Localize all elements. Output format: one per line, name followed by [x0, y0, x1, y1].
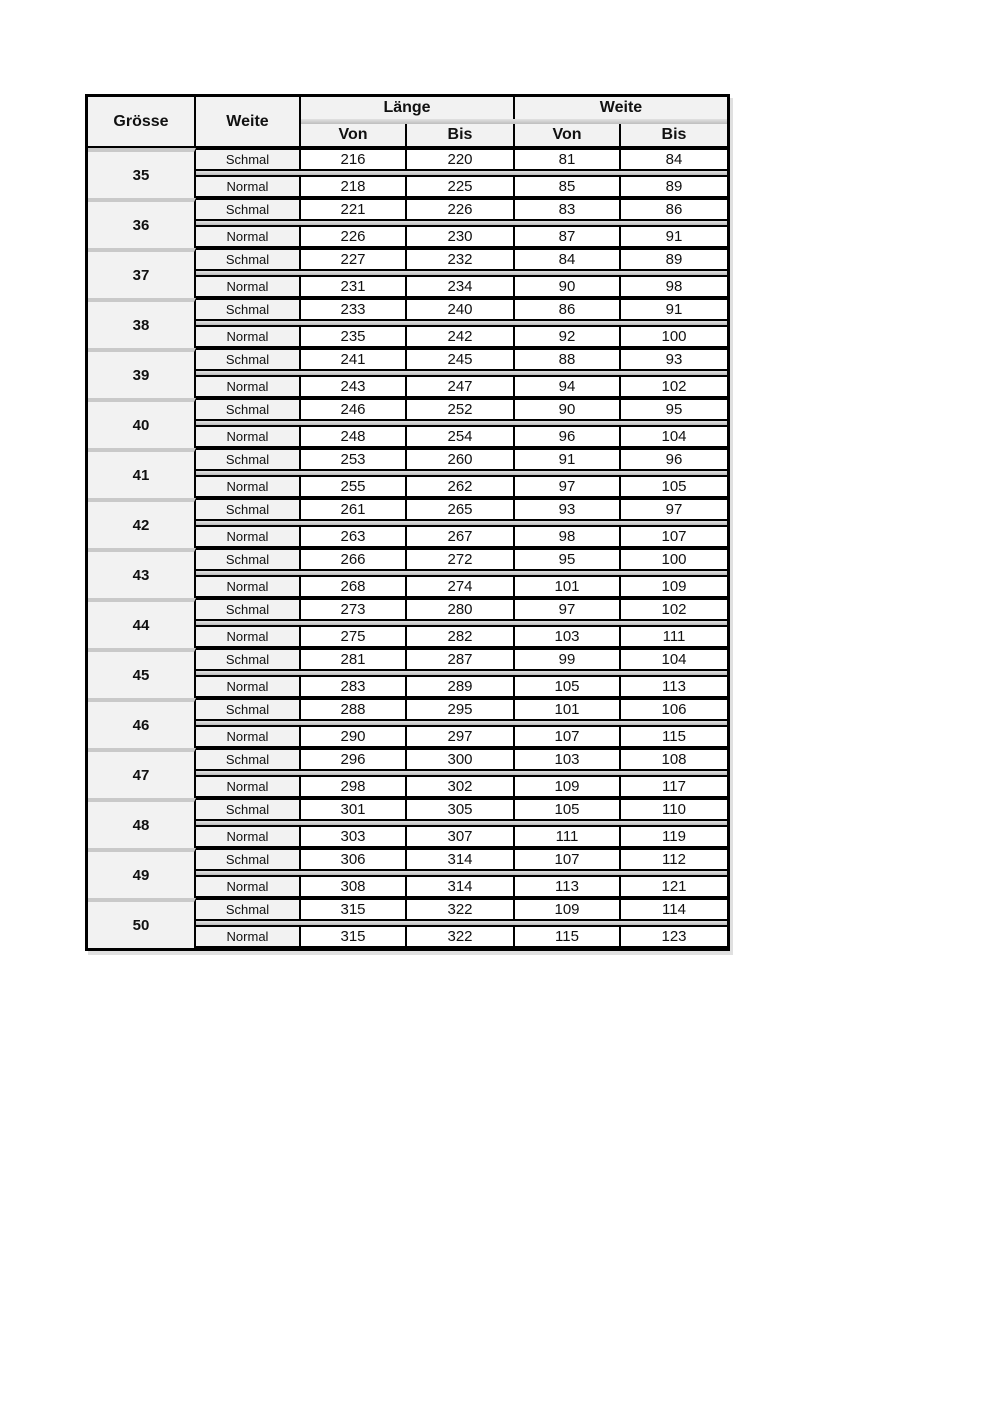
weite-von-cell: 99	[515, 650, 621, 669]
header-laenge-group: Länge	[301, 97, 515, 119]
weite-label-cell: Schmal	[196, 750, 301, 769]
size-cell: 40	[88, 398, 196, 448]
size-group-rows	[196, 498, 727, 548]
weite-row	[196, 675, 727, 698]
laenge-von-cell: 221	[301, 200, 407, 219]
size-group	[88, 898, 727, 948]
weite-row	[196, 798, 727, 821]
size-cell: 41	[88, 448, 196, 498]
weite-row	[196, 225, 727, 248]
laenge-von-cell: 301	[301, 800, 407, 819]
size-group	[88, 298, 727, 348]
laenge-von-cell: 248	[301, 427, 407, 446]
size-cell: 35	[88, 148, 196, 198]
weite-von-cell: 97	[515, 477, 621, 496]
size-group	[88, 548, 727, 598]
size-cell: 43	[88, 548, 196, 598]
size-cell: 48	[88, 798, 196, 848]
table-header	[88, 97, 727, 148]
weite-bis-cell: 107	[621, 527, 727, 546]
laenge-bis-cell: 305	[407, 800, 515, 819]
size-group	[88, 748, 727, 798]
weite-von-cell: 83	[515, 200, 621, 219]
size-cell: 44	[88, 598, 196, 648]
weite-von-cell: 87	[515, 227, 621, 246]
laenge-bis-cell: 225	[407, 177, 515, 196]
laenge-von-cell: 243	[301, 377, 407, 396]
weite-bis-cell: 97	[621, 500, 727, 519]
weite-row	[196, 898, 727, 921]
weite-row	[196, 398, 727, 421]
weite-bis-cell: 84	[621, 150, 727, 169]
laenge-bis-cell: 234	[407, 277, 515, 296]
weite-bis-cell: 89	[621, 177, 727, 196]
weite-row	[196, 548, 727, 571]
weite-von-cell: 95	[515, 550, 621, 569]
size-group	[88, 598, 727, 648]
header-vonbis-row	[301, 124, 727, 146]
laenge-bis-cell: 289	[407, 677, 515, 696]
size-group-rows	[196, 298, 727, 348]
size-group-rows	[196, 698, 727, 748]
size-cell: 47	[88, 748, 196, 798]
weite-label-cell: Normal	[196, 527, 301, 546]
weite-row	[196, 425, 727, 448]
laenge-bis-cell: 226	[407, 200, 515, 219]
weite-von-cell: 86	[515, 300, 621, 319]
size-group	[88, 148, 727, 198]
weite-von-cell: 94	[515, 377, 621, 396]
weite-von-cell: 107	[515, 727, 621, 746]
weite-bis-cell: 91	[621, 300, 727, 319]
weite-bis-cell: 89	[621, 250, 727, 269]
weite-label-cell: Schmal	[196, 150, 301, 169]
weite-label-cell: Schmal	[196, 600, 301, 619]
laenge-von-cell: 275	[301, 627, 407, 646]
laenge-von-cell: 315	[301, 900, 407, 919]
laenge-von-cell: 266	[301, 550, 407, 569]
header-laenge-von: Von	[301, 124, 407, 146]
weite-von-cell: 90	[515, 277, 621, 296]
laenge-bis-cell: 260	[407, 450, 515, 469]
weite-bis-cell: 121	[621, 877, 727, 896]
weite-bis-cell: 109	[621, 577, 727, 596]
size-group	[88, 448, 727, 498]
laenge-bis-cell: 230	[407, 227, 515, 246]
weite-bis-cell: 114	[621, 900, 727, 919]
size-group-rows	[196, 348, 727, 398]
weite-row	[196, 825, 727, 848]
weite-bis-cell: 104	[621, 427, 727, 446]
weite-row	[196, 175, 727, 198]
size-group	[88, 848, 727, 898]
laenge-von-cell: 231	[301, 277, 407, 296]
size-cell: 38	[88, 298, 196, 348]
header-weite-column: Weite	[196, 97, 301, 146]
size-group	[88, 348, 727, 398]
weite-label-cell: Normal	[196, 427, 301, 446]
weite-bis-cell: 119	[621, 827, 727, 846]
size-cell: 49	[88, 848, 196, 898]
weite-label-cell: Schmal	[196, 900, 301, 919]
header-group-row	[301, 97, 727, 119]
size-cell: 36	[88, 198, 196, 248]
size-cell: 46	[88, 698, 196, 748]
weite-label-cell: Normal	[196, 677, 301, 696]
laenge-von-cell: 273	[301, 600, 407, 619]
weite-von-cell: 101	[515, 577, 621, 596]
size-group	[88, 498, 727, 548]
weite-bis-cell: 104	[621, 650, 727, 669]
size-group-rows	[196, 398, 727, 448]
header-weite-bis: Bis	[621, 124, 727, 146]
weite-label-cell: Schmal	[196, 450, 301, 469]
weite-von-cell: 85	[515, 177, 621, 196]
weite-row	[196, 875, 727, 898]
weite-row	[196, 275, 727, 298]
weite-row	[196, 148, 727, 171]
weite-von-cell: 98	[515, 527, 621, 546]
weite-von-cell: 109	[515, 777, 621, 796]
weite-bis-cell: 105	[621, 477, 727, 496]
weite-bis-cell: 102	[621, 600, 727, 619]
laenge-von-cell: 218	[301, 177, 407, 196]
laenge-von-cell: 296	[301, 750, 407, 769]
weite-bis-cell: 123	[621, 927, 727, 946]
laenge-bis-cell: 295	[407, 700, 515, 719]
weite-bis-cell: 86	[621, 200, 727, 219]
laenge-von-cell: 263	[301, 527, 407, 546]
weite-label-cell: Normal	[196, 277, 301, 296]
size-group-rows	[196, 448, 727, 498]
weite-bis-cell: 108	[621, 750, 727, 769]
size-group-rows	[196, 598, 727, 648]
weite-von-cell: 91	[515, 450, 621, 469]
weite-label-cell: Normal	[196, 927, 301, 946]
weite-von-cell: 92	[515, 327, 621, 346]
laenge-bis-cell: 262	[407, 477, 515, 496]
weite-label-cell: Normal	[196, 627, 301, 646]
laenge-bis-cell: 302	[407, 777, 515, 796]
weite-row	[196, 648, 727, 671]
weite-label-cell: Normal	[196, 377, 301, 396]
weite-bis-cell: 115	[621, 727, 727, 746]
size-group	[88, 798, 727, 848]
laenge-bis-cell: 314	[407, 850, 515, 869]
weite-bis-cell: 100	[621, 327, 727, 346]
size-group	[88, 698, 727, 748]
weite-label-cell: Normal	[196, 227, 301, 246]
laenge-von-cell: 308	[301, 877, 407, 896]
weite-bis-cell: 110	[621, 800, 727, 819]
size-group-rows	[196, 548, 727, 598]
laenge-bis-cell: 274	[407, 577, 515, 596]
weite-bis-cell: 96	[621, 450, 727, 469]
laenge-bis-cell: 245	[407, 350, 515, 369]
header-laenge-bis: Bis	[407, 124, 515, 146]
weite-row	[196, 748, 727, 771]
laenge-von-cell: 306	[301, 850, 407, 869]
laenge-von-cell: 255	[301, 477, 407, 496]
weite-von-cell: 109	[515, 900, 621, 919]
laenge-von-cell: 241	[301, 350, 407, 369]
laenge-bis-cell: 272	[407, 550, 515, 569]
weite-bis-cell: 111	[621, 627, 727, 646]
weite-bis-cell: 106	[621, 700, 727, 719]
laenge-bis-cell: 322	[407, 927, 515, 946]
header-groesse: Grösse	[88, 97, 196, 146]
weite-von-cell: 113	[515, 877, 621, 896]
weite-von-cell: 97	[515, 600, 621, 619]
laenge-von-cell: 303	[301, 827, 407, 846]
weite-label-cell: Schmal	[196, 300, 301, 319]
weite-row	[196, 325, 727, 348]
laenge-von-cell: 226	[301, 227, 407, 246]
weite-von-cell: 88	[515, 350, 621, 369]
laenge-bis-cell: 282	[407, 627, 515, 646]
size-cell: 39	[88, 348, 196, 398]
size-group-rows	[196, 848, 727, 898]
size-chart-table	[85, 94, 730, 951]
weite-von-cell: 96	[515, 427, 621, 446]
weite-row	[196, 575, 727, 598]
laenge-von-cell: 261	[301, 500, 407, 519]
weite-bis-cell: 91	[621, 227, 727, 246]
size-group-rows	[196, 248, 727, 298]
header-weite-von: Von	[515, 124, 621, 146]
size-group-rows	[196, 148, 727, 198]
weite-label-cell: Schmal	[196, 500, 301, 519]
laenge-bis-cell: 254	[407, 427, 515, 446]
weite-label-cell: Normal	[196, 327, 301, 346]
weite-label-cell: Normal	[196, 827, 301, 846]
weite-row	[196, 525, 727, 548]
laenge-bis-cell: 297	[407, 727, 515, 746]
weite-row	[196, 698, 727, 721]
table-body	[88, 148, 727, 948]
weite-von-cell: 101	[515, 700, 621, 719]
weite-row	[196, 925, 727, 948]
weite-row	[196, 775, 727, 798]
weite-label-cell: Schmal	[196, 400, 301, 419]
size-group-rows	[196, 198, 727, 248]
weite-row	[196, 598, 727, 621]
weite-von-cell: 107	[515, 850, 621, 869]
weite-label-cell: Schmal	[196, 700, 301, 719]
size-group-rows	[196, 798, 727, 848]
size-group	[88, 248, 727, 298]
laenge-bis-cell: 322	[407, 900, 515, 919]
laenge-bis-cell: 220	[407, 150, 515, 169]
laenge-von-cell: 216	[301, 150, 407, 169]
weite-label-cell: Schmal	[196, 650, 301, 669]
weite-von-cell: 103	[515, 750, 621, 769]
weite-label-cell: Schmal	[196, 550, 301, 569]
laenge-von-cell: 281	[301, 650, 407, 669]
weite-label-cell: Schmal	[196, 200, 301, 219]
size-group	[88, 398, 727, 448]
laenge-bis-cell: 242	[407, 327, 515, 346]
size-cell: 45	[88, 648, 196, 698]
weite-label-cell: Schmal	[196, 850, 301, 869]
laenge-bis-cell: 240	[407, 300, 515, 319]
size-cell: 37	[88, 248, 196, 298]
weite-von-cell: 115	[515, 927, 621, 946]
weite-label-cell: Normal	[196, 727, 301, 746]
laenge-von-cell: 233	[301, 300, 407, 319]
laenge-bis-cell: 300	[407, 750, 515, 769]
weite-von-cell: 84	[515, 250, 621, 269]
weite-bis-cell: 117	[621, 777, 727, 796]
size-group	[88, 198, 727, 248]
weite-bis-cell: 112	[621, 850, 727, 869]
laenge-bis-cell: 280	[407, 600, 515, 619]
weite-bis-cell: 113	[621, 677, 727, 696]
size-cell: 42	[88, 498, 196, 548]
weite-row	[196, 725, 727, 748]
weite-von-cell: 111	[515, 827, 621, 846]
weite-label-cell: Normal	[196, 477, 301, 496]
laenge-von-cell: 227	[301, 250, 407, 269]
weite-row	[196, 298, 727, 321]
weite-row	[196, 198, 727, 221]
size-group-rows	[196, 898, 727, 948]
laenge-von-cell: 253	[301, 450, 407, 469]
weite-label-cell: Schmal	[196, 350, 301, 369]
weite-row	[196, 848, 727, 871]
weite-row	[196, 625, 727, 648]
header-measure-groups	[301, 97, 727, 146]
weite-bis-cell: 98	[621, 277, 727, 296]
weite-label-cell: Normal	[196, 777, 301, 796]
laenge-bis-cell: 247	[407, 377, 515, 396]
weite-label-cell: Normal	[196, 877, 301, 896]
weite-label-cell: Schmal	[196, 250, 301, 269]
weite-von-cell: 105	[515, 677, 621, 696]
laenge-von-cell: 268	[301, 577, 407, 596]
weite-label-cell: Schmal	[196, 800, 301, 819]
weite-bis-cell: 95	[621, 400, 727, 419]
header-weite-group: Weite	[515, 97, 727, 119]
weite-bis-cell: 100	[621, 550, 727, 569]
laenge-bis-cell: 265	[407, 500, 515, 519]
laenge-bis-cell: 287	[407, 650, 515, 669]
weite-row	[196, 348, 727, 371]
weite-von-cell: 103	[515, 627, 621, 646]
size-group	[88, 648, 727, 698]
laenge-von-cell: 298	[301, 777, 407, 796]
weite-von-cell: 90	[515, 400, 621, 419]
laenge-von-cell: 288	[301, 700, 407, 719]
laenge-von-cell: 283	[301, 677, 407, 696]
weite-row	[196, 375, 727, 398]
laenge-bis-cell: 267	[407, 527, 515, 546]
laenge-bis-cell: 307	[407, 827, 515, 846]
laenge-bis-cell: 232	[407, 250, 515, 269]
weite-row	[196, 248, 727, 271]
laenge-bis-cell: 252	[407, 400, 515, 419]
size-cell: 50	[88, 898, 196, 948]
laenge-von-cell: 290	[301, 727, 407, 746]
weite-row	[196, 498, 727, 521]
laenge-von-cell: 315	[301, 927, 407, 946]
weite-bis-cell: 102	[621, 377, 727, 396]
weite-row	[196, 448, 727, 471]
weite-von-cell: 81	[515, 150, 621, 169]
weite-label-cell: Normal	[196, 577, 301, 596]
laenge-von-cell: 235	[301, 327, 407, 346]
weite-row	[196, 475, 727, 498]
size-group-rows	[196, 748, 727, 798]
weite-bis-cell: 93	[621, 350, 727, 369]
weite-label-cell: Normal	[196, 177, 301, 196]
laenge-von-cell: 246	[301, 400, 407, 419]
size-group-rows	[196, 648, 727, 698]
laenge-bis-cell: 314	[407, 877, 515, 896]
weite-von-cell: 93	[515, 500, 621, 519]
weite-von-cell: 105	[515, 800, 621, 819]
